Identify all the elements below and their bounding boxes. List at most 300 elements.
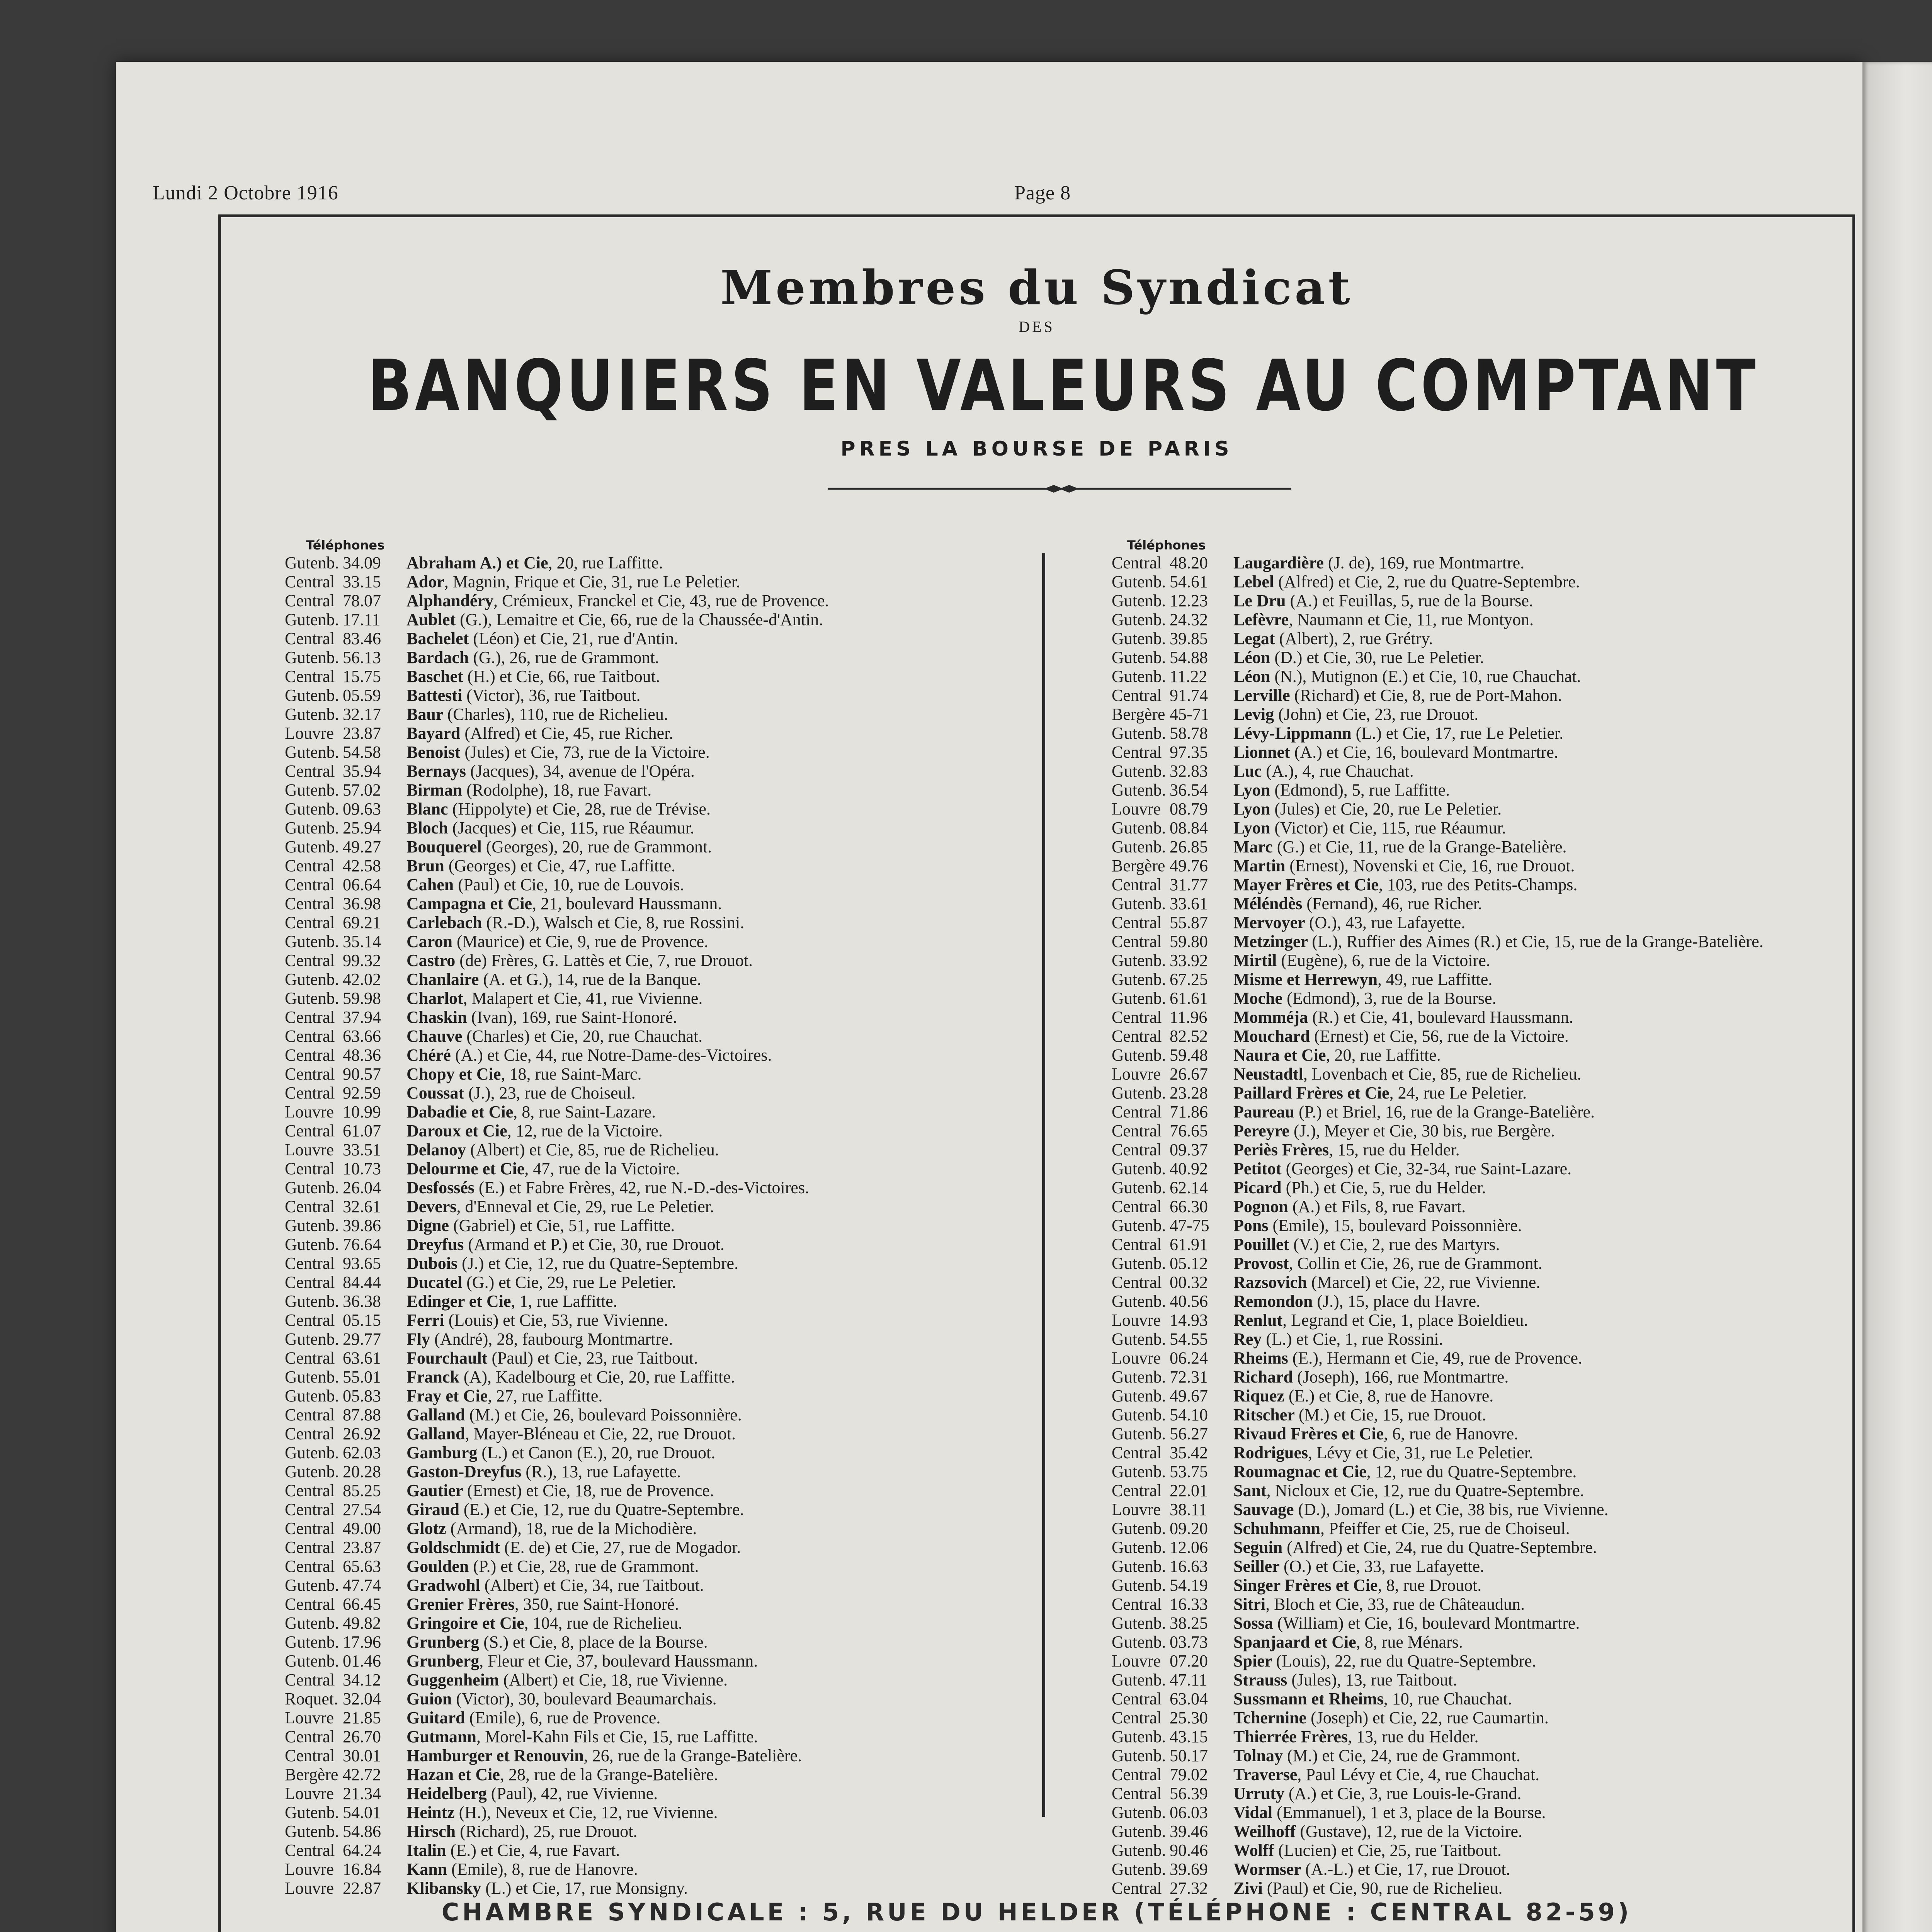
phone-exchange: Gutenb. <box>1112 1670 1166 1689</box>
masthead-title: Membres du Syndicat <box>720 260 1353 315</box>
phone-number: 11.22 <box>1170 667 1208 686</box>
phone-number: 09.63 <box>343 799 381 818</box>
member-text: Ducatel (G.) et Cie, 29, rue Le Peletier. <box>406 1273 676 1292</box>
member-text: Pons (Emile), 15, boulevard Poissonnière. <box>1233 1216 1522 1235</box>
phone-number: 36.54 <box>1170 781 1208 799</box>
phone-number: 50.17 <box>1170 1746 1208 1765</box>
phone-number: 63.66 <box>343 1027 381 1046</box>
member-entry <box>285 1727 829 1746</box>
phone-exchange: Central <box>285 856 335 875</box>
phone-exchange: Central <box>285 1481 335 1500</box>
phone-exchange: Central <box>1112 932 1162 951</box>
member-entry <box>1112 1519 1764 1538</box>
phone-exchange: Central <box>285 762 335 781</box>
member-text: Léon (D.) et Cie, 30, rue Le Peletier. <box>1233 648 1484 667</box>
member-entry <box>285 1651 829 1670</box>
phone-exchange: Gutenb. <box>1112 1386 1166 1405</box>
member-text: Strauss (Jules), 13, rue Taitbout. <box>1233 1670 1458 1689</box>
phone-exchange: Central <box>285 1670 335 1689</box>
member-text: Momméja (R.) et Cie, 41, boulevard Haussmann. <box>1233 1008 1573 1027</box>
phone-number: 87.88 <box>343 1405 381 1424</box>
member-entry <box>285 648 829 667</box>
member-text: Gamburg (L.) et Canon (E.), 20, rue Drouot. <box>406 1443 716 1462</box>
phone-exchange: Gutenb. <box>1112 989 1166 1008</box>
member-entry <box>1112 1595 1764 1614</box>
phone-exchange: Central <box>1112 1197 1162 1216</box>
phone-number: 48.36 <box>343 1046 381 1065</box>
phone-exchange: Central <box>285 1349 335 1367</box>
phone-exchange: Gutenb. <box>1112 1841 1166 1860</box>
phone-number: 59.98 <box>343 989 381 1008</box>
phone-number: 57.02 <box>343 781 381 799</box>
member-entry <box>1112 1140 1764 1159</box>
phone-number: 32.17 <box>343 705 381 724</box>
phone-exchange: Gutenb. <box>1112 837 1166 856</box>
phone-number: 33.61 <box>1170 894 1208 913</box>
masthead-des: DES <box>1019 318 1055 335</box>
phone-exchange: Gutenb. <box>285 686 339 705</box>
phone-exchange: Gutenb. <box>1112 781 1166 799</box>
member-entry <box>1112 799 1764 818</box>
member-text: Guitard (Emile), 6, rue de Provence. <box>406 1708 661 1727</box>
member-entry <box>285 591 829 610</box>
phone-exchange: Gutenb. <box>285 1216 339 1235</box>
phone-number: 67.25 <box>1170 970 1208 989</box>
member-text: Riquez (E.) et Cie, 8, rue de Hanovre. <box>1233 1386 1494 1405</box>
member-text: Abraham A.) et Cie, 20, rue Laffitte. <box>406 553 663 572</box>
member-entry <box>1112 856 1764 875</box>
member-entry <box>285 1841 829 1860</box>
member-text: Hirsch (Richard), 25, rue Drouot. <box>406 1822 638 1841</box>
phone-number: 03.73 <box>1170 1633 1208 1651</box>
member-text: Klibansky (L.) et Cie, 17, rue Monsigny. <box>406 1879 688 1898</box>
phone-exchange: Gutenb. <box>285 1330 339 1349</box>
member-text: Digne (Gabriel) et Cie, 51, rue Laffitte. <box>406 1216 675 1235</box>
phone-number: 91.74 <box>1170 686 1208 705</box>
member-text: Legat (Albert), 2, rue Grétry. <box>1233 629 1433 648</box>
phone-number: 26.70 <box>343 1727 381 1746</box>
member-text: Léon (N.), Mutignon (E.) et Cie, 10, rue Chauchat. <box>1233 667 1581 686</box>
phone-number: 14.93 <box>1170 1311 1208 1330</box>
phone-number: 39.85 <box>1170 629 1208 648</box>
member-text: Galland, Mayer-Bléneau et Cie, 22, rue Drouot. <box>406 1424 736 1443</box>
member-text: Blanc (Hippolyte) et Cie, 28, rue de Trévise. <box>406 799 711 818</box>
phone-number: 39.86 <box>343 1216 381 1235</box>
phone-number: 24.32 <box>1170 610 1208 629</box>
phone-exchange: Central <box>285 1008 335 1027</box>
member-text: Italin (E.) et Cie, 4, rue Favart. <box>406 1841 620 1860</box>
phone-exchange: Louvre <box>1112 1500 1161 1519</box>
member-entry <box>1112 1254 1764 1273</box>
phone-number: 32.61 <box>343 1197 381 1216</box>
phone-number: 22.01 <box>1170 1481 1208 1500</box>
member-entry <box>1112 913 1764 932</box>
member-text: Tchernine (Joseph) et Cie, 22, rue Caumartin. <box>1233 1708 1549 1727</box>
member-entry <box>285 1576 829 1595</box>
phone-exchange: Gutenb. <box>1112 724 1166 743</box>
phone-number: 34.12 <box>343 1670 381 1689</box>
phone-number: 82.52 <box>1170 1027 1208 1046</box>
phone-exchange: Gutenb. <box>1112 1557 1166 1576</box>
phone-number: 90.57 <box>343 1065 381 1083</box>
member-entry <box>1112 648 1764 667</box>
phone-number: 39.46 <box>1170 1822 1208 1841</box>
phone-number: 56.13 <box>343 648 381 667</box>
member-entry <box>285 724 829 743</box>
masthead-subtitle: BANQUIERS EN VALEURS AU COMPTANT <box>367 345 1759 427</box>
member-text: Martin (Ernest), Novenski et Cie, 16, rue Drouot. <box>1233 856 1575 875</box>
member-entry <box>285 1159 829 1178</box>
member-text: Bouquerel (Georges), 20, rue de Grammont. <box>406 837 712 856</box>
member-entry <box>1112 1765 1764 1784</box>
phone-exchange: Louvre <box>1112 1349 1161 1367</box>
phone-number: 54.55 <box>1170 1330 1208 1349</box>
member-text: Franck (A), Kadelbourg et Cie, 20, rue Laffitte. <box>406 1367 735 1386</box>
member-text: Traverse, Paul Lévy et Cie, 4, rue Chauchat. <box>1233 1765 1540 1784</box>
phone-number: 21.85 <box>343 1708 381 1727</box>
member-entry <box>285 1027 829 1046</box>
member-entry <box>285 799 829 818</box>
member-text: Charlot, Malapert et Cie, 41, rue Vivienne. <box>406 989 703 1008</box>
phone-number: 26.67 <box>1170 1065 1208 1083</box>
phone-exchange: Central <box>285 1083 335 1102</box>
member-text: Pereyre (J.), Meyer et Cie, 30 bis, rue Bergère. <box>1233 1121 1555 1140</box>
phone-exchange: Central <box>285 1197 335 1216</box>
phone-number: 55.87 <box>1170 913 1208 932</box>
member-entry <box>1112 1462 1764 1481</box>
phone-number: 49.67 <box>1170 1386 1208 1405</box>
member-entry <box>285 1405 829 1424</box>
phone-number: 42.58 <box>343 856 381 875</box>
phone-exchange: Bergère <box>1112 856 1165 875</box>
member-text: Zivi (Paul) et Cie, 90, rue de Richelieu. <box>1233 1879 1503 1898</box>
phone-number: 25.30 <box>1170 1708 1208 1727</box>
member-text: Mouchard (Ernest) et Cie, 56, rue de la Victoire. <box>1233 1027 1569 1046</box>
member-entry <box>285 572 829 591</box>
member-text: Chéré (A.) et Cie, 44, rue Notre-Dame-des-Victoires. <box>406 1046 772 1065</box>
member-text: Seiller (O.) et Cie, 33, rue Lafayette. <box>1233 1557 1485 1576</box>
phone-exchange: Gutenb. <box>285 743 339 762</box>
member-text: Gaston-Dreyfus (R.), 13, rue Lafayette. <box>406 1462 681 1481</box>
member-entry <box>1112 932 1764 951</box>
phone-number: 06.64 <box>343 875 381 894</box>
member-entry <box>1112 705 1764 724</box>
phone-exchange: Central <box>285 1595 335 1614</box>
member-text: Razsovich (Marcel) et Cie, 22, rue Vivienne. <box>1233 1273 1541 1292</box>
member-text: Bardach (G.), 26, rue de Grammont. <box>406 648 659 667</box>
phone-exchange: Gutenb. <box>1112 591 1166 610</box>
phone-exchange: Gutenb. <box>1112 1576 1166 1595</box>
phone-number: 58.78 <box>1170 724 1208 743</box>
phone-exchange: Central <box>1112 1708 1162 1727</box>
phone-number: 10.73 <box>343 1159 381 1178</box>
member-entry <box>1112 1689 1764 1708</box>
phone-number: 62.03 <box>343 1443 381 1462</box>
member-text: Castro (de) Frères, G. Lattès et Cie, 7, rue Drouot. <box>406 951 753 970</box>
member-entry <box>285 913 829 932</box>
member-text: Sauvage (D.), Jomard (L.) et Cie, 38 bis, rue Vivienne. <box>1233 1500 1609 1519</box>
member-text: Lerville (Richard) et Cie, 8, rue de Port-Mahon. <box>1233 686 1562 705</box>
member-entry <box>285 781 829 799</box>
phone-number: 48.20 <box>1170 553 1208 572</box>
phone-number: 09.37 <box>1170 1140 1208 1159</box>
phone-number: 08.84 <box>1170 818 1208 837</box>
phone-exchange: Gutenb. <box>285 1576 339 1595</box>
member-entry <box>285 1083 829 1102</box>
phone-exchange: Gutenb. <box>285 1367 339 1386</box>
phone-exchange: Gutenb. <box>285 1235 339 1254</box>
phone-number: 97.35 <box>1170 743 1208 762</box>
phone-number: 33.15 <box>343 572 381 591</box>
phone-number: 12.06 <box>1170 1538 1208 1557</box>
member-entry <box>1112 894 1764 913</box>
phone-exchange: Gutenb. <box>285 1803 339 1822</box>
phone-number: 54.58 <box>343 743 381 762</box>
member-text: Spanjaard et Cie, 8, rue Ménars. <box>1233 1633 1463 1651</box>
phone-exchange: Central <box>1112 913 1162 932</box>
phone-number: 10.99 <box>343 1102 381 1121</box>
member-text: Sussmann et Rheims, 10, rue Chauchat. <box>1233 1689 1512 1708</box>
phone-exchange: Gutenb. <box>1112 951 1166 970</box>
phone-exchange: Gutenb. <box>1112 629 1166 648</box>
member-text: Coussat (J.), 23, rue de Choiseul. <box>406 1083 636 1102</box>
member-entry <box>285 1708 829 1727</box>
member-text: Gautier (Ernest) et Cie, 18, rue de Provence. <box>406 1481 714 1500</box>
member-entry <box>285 1386 829 1405</box>
phone-number: 76.64 <box>343 1235 381 1254</box>
member-entry <box>1112 1349 1764 1367</box>
member-entry <box>285 970 829 989</box>
member-text: Bachelet (Léon) et Cie, 21, rue d'Antin. <box>406 629 679 648</box>
member-entry <box>285 1273 829 1292</box>
member-entry <box>1112 743 1764 762</box>
member-list-left <box>285 553 829 1898</box>
phone-number: 27.54 <box>343 1500 381 1519</box>
member-text: Heintz (H.), Neveux et Cie, 12, rue Vivienne. <box>406 1803 718 1822</box>
member-entry <box>285 1424 829 1443</box>
member-text: Devers, d'Enneval et Cie, 29, rue Le Peletier. <box>406 1197 714 1216</box>
phone-number: 42.72 <box>343 1765 381 1784</box>
phone-exchange: Gutenb. <box>1112 762 1166 781</box>
member-entry <box>285 1443 829 1462</box>
phone-exchange: Central <box>1112 1102 1162 1121</box>
phone-number: 23.28 <box>1170 1083 1208 1102</box>
member-text: Le Dru (A.) et Feuillas, 5, rue de la Bourse. <box>1233 591 1533 610</box>
member-text: Lyon (Jules) et Cie, 20, rue Le Peletier. <box>1233 799 1502 818</box>
phone-exchange: Central <box>1112 686 1162 705</box>
member-entry <box>1112 1557 1764 1576</box>
member-text: Rey (L.) et Cie, 1, rue Rossini. <box>1233 1330 1443 1349</box>
phone-number: 31.77 <box>1170 875 1208 894</box>
member-entry <box>285 553 829 572</box>
phone-exchange: Gutenb. <box>1112 610 1166 629</box>
phone-number: 16.33 <box>1170 1595 1208 1614</box>
member-text: Singer Frères et Cie, 8, rue Drouot. <box>1233 1576 1482 1595</box>
member-entry <box>285 1879 829 1898</box>
member-text: Paillard Frères et Cie, 24, rue Le Peletier. <box>1233 1083 1527 1102</box>
phone-exchange: Central <box>285 1254 335 1273</box>
phone-exchange: Central <box>1112 553 1162 572</box>
member-text: Fray et Cie, 27, rue Laffitte. <box>406 1386 603 1405</box>
phone-number: 92.59 <box>343 1083 381 1102</box>
phone-number: 05.15 <box>343 1311 381 1330</box>
phone-exchange: Gutenb. <box>285 705 339 724</box>
phone-exchange: Gutenb. <box>285 970 339 989</box>
phone-number: 06.24 <box>1170 1349 1208 1367</box>
phone-exchange: Gutenb. <box>1112 648 1166 667</box>
phone-exchange: Central <box>285 1046 335 1065</box>
member-entry <box>1112 1386 1764 1405</box>
member-text: Provost, Collin et Cie, 26, rue de Grammont. <box>1233 1254 1543 1273</box>
member-entry <box>1112 667 1764 686</box>
member-text: Marc (G.) et Cie, 11, rue de la Grange-Batelière. <box>1233 837 1567 856</box>
phone-number: 76.65 <box>1170 1121 1208 1140</box>
member-text: Lyon (Victor) et Cie, 115, rue Réaumur. <box>1233 818 1506 837</box>
phone-number: 25.94 <box>343 818 381 837</box>
member-text: Pouillet (V.) et Cie, 2, rue des Martyrs. <box>1233 1235 1500 1254</box>
member-entry <box>1112 629 1764 648</box>
member-text: Lyon (Edmond), 5, rue Laffitte. <box>1233 781 1450 799</box>
member-text: Rodrigues, Lévy et Cie, 31, rue Le Peletier. <box>1233 1443 1533 1462</box>
phone-number: 40.92 <box>1170 1159 1208 1178</box>
phone-exchange: Central <box>1112 1273 1162 1292</box>
phone-exchange: Gutenb. <box>1112 894 1166 913</box>
phone-number: 23.87 <box>343 724 381 743</box>
member-text: Dabadie et Cie, 8, rue Saint-Lazare. <box>406 1102 656 1121</box>
phone-exchange: Gutenb. <box>1112 970 1166 989</box>
member-entry <box>1112 1481 1764 1500</box>
phone-exchange: Bergère <box>1112 705 1165 724</box>
phone-number: 05.59 <box>343 686 381 705</box>
phone-number: 72.31 <box>1170 1367 1208 1386</box>
member-entry <box>285 1367 829 1386</box>
phone-exchange: Central <box>1112 1121 1162 1140</box>
member-text: Remondon (J.), 15, place du Havre. <box>1233 1292 1481 1311</box>
member-entry <box>1112 1860 1764 1879</box>
member-entry <box>1112 724 1764 743</box>
phone-exchange: Central <box>1112 1008 1162 1027</box>
phone-exchange: Central <box>285 1311 335 1330</box>
member-entry <box>1112 1216 1764 1235</box>
member-text: Battesti (Victor), 36, rue Taitbout. <box>406 686 641 705</box>
phone-exchange: Gutenb. <box>1112 1746 1166 1765</box>
phone-exchange: Gutenb. <box>285 989 339 1008</box>
phone-exchange: Gutenb. <box>1112 1330 1166 1349</box>
member-entry <box>285 1102 829 1121</box>
phone-number: 65.63 <box>343 1557 381 1576</box>
phones-label-left: Téléphones <box>306 538 385 553</box>
phone-number: 30.01 <box>343 1746 381 1765</box>
member-text: Luc (A.), 4, rue Chauchat. <box>1233 762 1414 781</box>
member-text: Gradwohl (Albert) et Cie, 34, rue Taitbout. <box>406 1576 704 1595</box>
phone-exchange: Gutenb. <box>285 553 339 572</box>
member-text: Schuhmann, Pfeiffer et Cie, 25, rue de Choiseul. <box>1233 1519 1570 1538</box>
phone-number: 01.46 <box>343 1651 381 1670</box>
member-entry <box>285 1746 829 1765</box>
phone-exchange: Gutenb. <box>285 1292 339 1311</box>
phone-exchange: Gutenb. <box>1112 818 1166 837</box>
member-entry <box>285 1216 829 1235</box>
phone-number: 29.77 <box>343 1330 381 1349</box>
phone-number: 54.10 <box>1170 1405 1208 1424</box>
member-text: Spier (Louis), 22, rue du Quatre-Septembre. <box>1233 1651 1536 1670</box>
phone-exchange: Gutenb. <box>285 1178 339 1197</box>
member-entry <box>285 1121 829 1140</box>
member-entry <box>285 1614 829 1633</box>
member-list-right <box>1112 553 1764 1898</box>
phone-exchange: Gutenb. <box>1112 1424 1166 1443</box>
member-entry <box>1112 1746 1764 1765</box>
member-entry <box>285 1046 829 1065</box>
phone-exchange: Gutenb. <box>1112 1860 1166 1879</box>
phone-number: 93.65 <box>343 1254 381 1273</box>
member-text: Vidal (Emmanuel), 1 et 3, place de la Bourse. <box>1233 1803 1546 1822</box>
phone-number: 45-71 <box>1170 705 1209 724</box>
member-entry <box>1112 1065 1764 1083</box>
phone-number: 35.94 <box>343 762 381 781</box>
member-entry <box>285 1330 829 1349</box>
member-entry <box>285 1633 829 1651</box>
phone-number: 49.27 <box>343 837 381 856</box>
phone-number: 56.39 <box>1170 1784 1208 1803</box>
member-entry <box>1112 553 1764 572</box>
phone-number: 64.24 <box>343 1841 381 1860</box>
member-text: Paureau (P.) et Briel, 16, rue de la Grange-Batelière. <box>1233 1102 1595 1121</box>
phone-number: 62.14 <box>1170 1178 1208 1197</box>
member-text: Desfossés (E.) et Fabre Frères, 42, rue N.-D.-des-Victoires. <box>406 1178 810 1197</box>
member-entry <box>1112 781 1764 799</box>
member-text: Ritscher (M.) et Cie, 15, rue Drouot. <box>1233 1405 1486 1424</box>
phone-exchange: Louvre <box>285 1102 334 1121</box>
phone-exchange: Gutenb. <box>285 1614 339 1633</box>
member-entry <box>1112 1292 1764 1311</box>
phone-number: 49.00 <box>343 1519 381 1538</box>
member-text: Ador, Magnin, Frique et Cie, 31, rue Le Peletier. <box>406 572 740 591</box>
ornament-divider <box>828 484 1291 494</box>
member-text: Campagna et Cie, 21, boulevard Haussmann. <box>406 894 722 913</box>
phone-number: 26.92 <box>343 1424 381 1443</box>
member-entry <box>285 1065 829 1083</box>
member-entry <box>1112 1273 1764 1292</box>
member-text: Fourchault (Paul) et Cie, 23, rue Taitbout. <box>406 1349 698 1367</box>
phone-number: 32.83 <box>1170 762 1208 781</box>
phone-number: 11.96 <box>1170 1008 1208 1027</box>
member-text: Picard (Ph.) et Cie, 5, rue du Helder. <box>1233 1178 1486 1197</box>
phone-exchange: Louvre <box>1112 799 1161 818</box>
member-text: Mayer Frères et Cie, 103, rue des Petits-Champs. <box>1233 875 1578 894</box>
phone-number: 54.19 <box>1170 1576 1208 1595</box>
page-number: Page 8 <box>1014 182 1071 204</box>
member-text: Grenier Frères, 350, rue Saint-Honoré. <box>406 1595 679 1614</box>
member-entry <box>1112 1197 1764 1216</box>
member-entry <box>1112 970 1764 989</box>
phone-exchange: Louvre <box>285 1140 334 1159</box>
phone-number: 15.75 <box>343 667 381 686</box>
phone-number: 59.48 <box>1170 1046 1208 1065</box>
phone-exchange: Central <box>285 1841 335 1860</box>
phone-exchange: Central <box>1112 1595 1162 1614</box>
phone-number: 34.09 <box>343 553 381 572</box>
member-entry <box>1112 1879 1764 1898</box>
phone-exchange: Gutenb. <box>1112 1462 1166 1481</box>
member-text: Seguin (Alfred) et Cie, 24, rue du Quatre-Septembre. <box>1233 1538 1597 1557</box>
phone-number: 00.32 <box>1170 1273 1208 1292</box>
member-entry <box>285 894 829 913</box>
phone-exchange: Gutenb. <box>1112 1803 1166 1822</box>
member-text: Bayard (Alfred) et Cie, 45, rue Richer. <box>406 724 673 743</box>
phone-exchange: Central <box>285 1557 335 1576</box>
phone-exchange: Central <box>285 572 335 591</box>
